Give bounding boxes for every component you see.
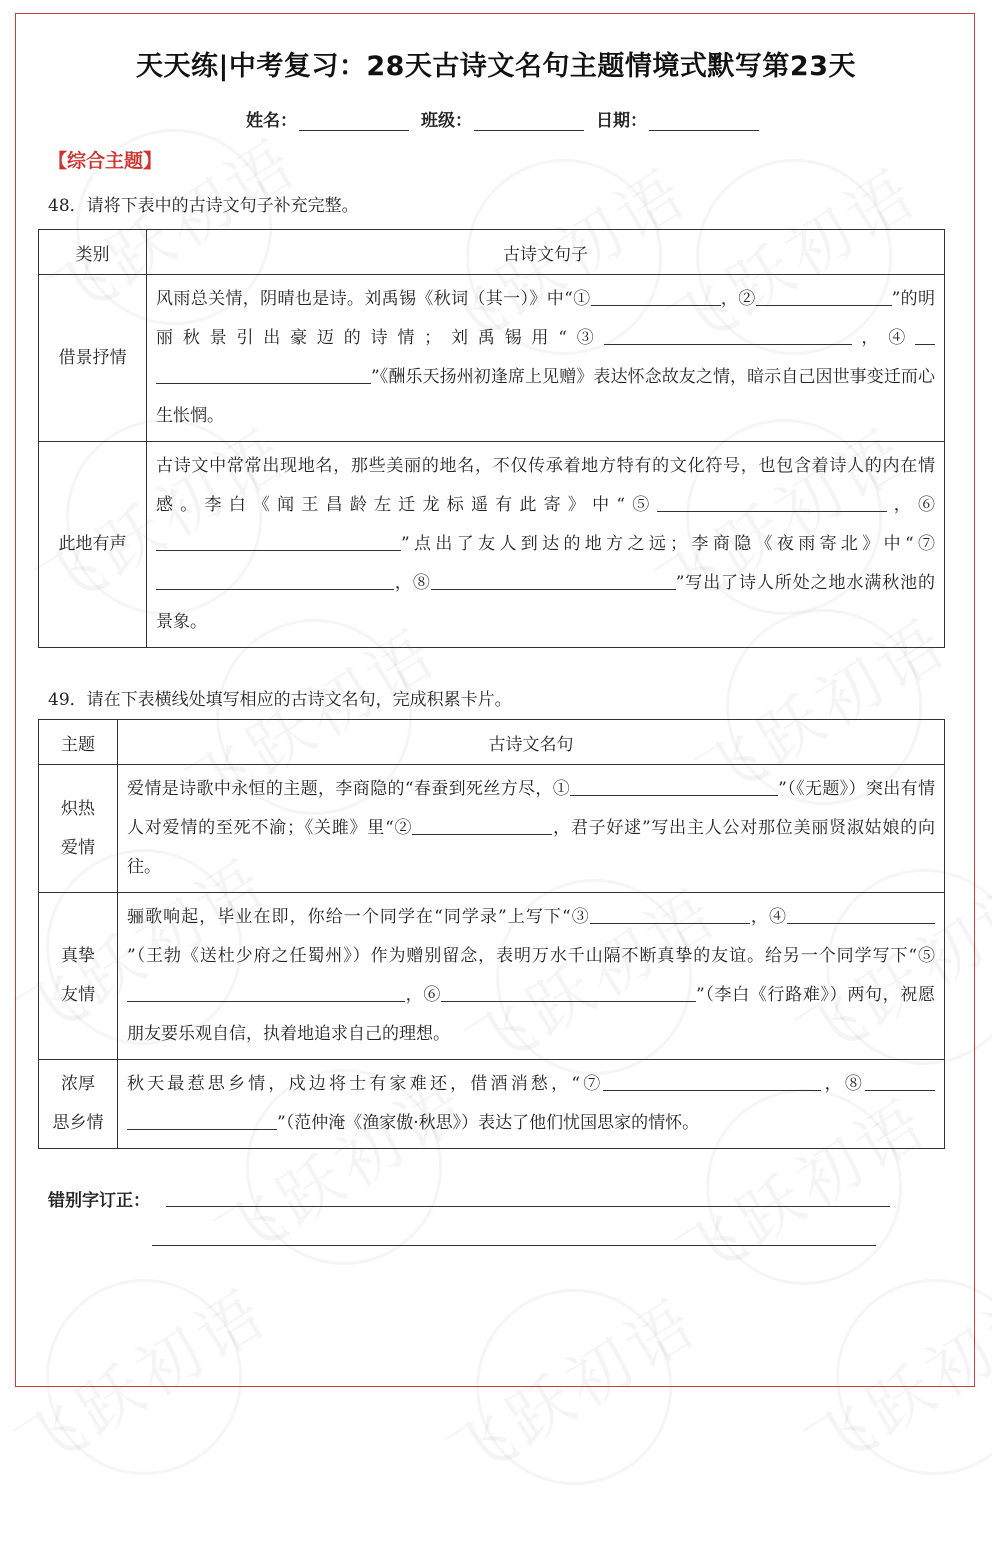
- answer-blank[interactable]: [590, 906, 750, 924]
- category-cell: 浓厚 思乡情: [39, 1060, 118, 1149]
- answer-blank[interactable]: [591, 288, 721, 306]
- table-row: [39, 275, 945, 442]
- category-cell: 此地有声: [39, 442, 147, 648]
- answer-blank[interactable]: [127, 1112, 277, 1130]
- blank-marker: ⑥: [423, 985, 442, 1005]
- answer-blank[interactable]: [915, 327, 935, 345]
- blank-marker: ②: [393, 818, 413, 838]
- answer-blank[interactable]: [787, 906, 845, 924]
- correction-label: 错别字订正：: [48, 1191, 150, 1211]
- blank-marker: ⑤: [917, 946, 936, 966]
- table-header: 古诗文句子: [147, 230, 945, 275]
- category-cell: 炽热 爱情: [39, 765, 118, 893]
- student-info-row: [246, 106, 771, 131]
- question-49-prompt: 49．请在下表横线处填写相应的古诗文名句，完成积累卡片。: [48, 690, 512, 710]
- answer-blank[interactable]: [127, 984, 405, 1002]
- sentence-cell: 风雨总关情，阴晴也是诗。刘禹锡《秋词（其一）》中“① ，② ”的明丽秋景引出豪迈的诗情；刘禹锡用“③ ，④”《酬乐天扬州初逢席上见赠》表达怀念故友之情，暗示自己因世事变迁而心生怅惘。: [147, 275, 945, 442]
- table-row: [39, 442, 945, 648]
- correction-line[interactable]: [166, 1206, 890, 1207]
- blank-marker: ④: [888, 328, 916, 348]
- blank-marker: ④: [768, 907, 788, 927]
- blank-marker: ⑥: [918, 495, 936, 515]
- answer-blank[interactable]: [603, 1073, 821, 1091]
- name-field[interactable]: [299, 112, 409, 131]
- table-row: [39, 765, 945, 893]
- answer-blank[interactable]: [156, 533, 401, 551]
- blank-marker: ⑧: [412, 573, 431, 593]
- blank-marker: ③: [566, 328, 604, 348]
- sentence-cell: 爱情是诗歌中永恒的主题，李商隐的“春蚕到死丝方尽，① ”（《无题》）突出有情人对爱情的至死不渝；《关雎》里“② ，君子好逑”写出主人公对那位美丽贤淑姑娘的向往。: [118, 765, 945, 893]
- table-header: 主题: [39, 720, 118, 765]
- answer-blank[interactable]: [756, 288, 834, 306]
- class-field[interactable]: [474, 112, 584, 131]
- table-row: [39, 893, 945, 1060]
- blank-marker: ①: [572, 289, 591, 309]
- answer-blank[interactable]: [845, 906, 935, 924]
- date-field[interactable]: [649, 112, 759, 131]
- blank-marker: ⑦: [580, 1074, 604, 1094]
- class-label: 班级：: [421, 111, 472, 131]
- category-cell: 借景抒情: [39, 275, 147, 442]
- table-header: 古诗文名句: [118, 720, 945, 765]
- answer-blank[interactable]: [156, 366, 371, 384]
- sentence-cell: 秋天最惹思乡情，戍边将士有家难还，借酒消愁，“⑦ ，⑧”（范仲淹《渔家傲·秋思》）表达了他们忧国思家的情怀。: [118, 1060, 945, 1149]
- table-header: 类别: [39, 230, 147, 275]
- section-title: 【综合主题】: [48, 150, 163, 172]
- sentence-cell: 古诗文中常常出现地名，那些美丽的地名，不仅传承着地方特有的文化符号，也包含着诗人的内在情感。李白《闻王昌龄左迁龙标遥有此寄》中“⑤ ，⑥”点出了友人到达的地方之远；李商隐《夜雨寄北》中“⑦，⑧ ”写出了诗人所处之地水满秋池的景象。: [147, 442, 945, 648]
- blank-marker: ③: [570, 907, 590, 927]
- blank-marker: ①: [552, 779, 571, 799]
- blank-marker: ⑤: [625, 495, 657, 515]
- answer-blank[interactable]: [604, 327, 852, 345]
- table-header-row: [39, 230, 945, 275]
- date-label: 日期：: [596, 111, 647, 131]
- answer-blank[interactable]: [156, 572, 394, 590]
- answer-blank[interactable]: [431, 572, 676, 590]
- name-label: 姓名：: [246, 111, 297, 131]
- answer-blank[interactable]: [570, 778, 778, 796]
- answer-blank[interactable]: [441, 984, 696, 1002]
- page-title: 天天练|中考复习：28天古诗文名句主题情境式默写第23天: [135, 51, 856, 82]
- answer-blank[interactable]: [834, 288, 892, 306]
- blank-marker: ⑧: [844, 1074, 866, 1094]
- table-row: [39, 1060, 945, 1149]
- question-49-table: [38, 719, 945, 1149]
- blank-marker: ②: [738, 289, 756, 309]
- category-cell: 真挚 友情: [39, 893, 118, 1060]
- blank-marker: ⑦: [913, 534, 936, 554]
- table-header-row: [39, 720, 945, 765]
- answer-blank[interactable]: [865, 1073, 935, 1091]
- sentence-cell: 骊歌响起，毕业在即，你给一个同学在“同学录”上写下“③ ，④”（王勃《送杜少府之任蜀州》）作为赠别留念，表明万水千山隔不断真挚的友谊。给另一个同学写下“⑤，⑥ ”（李白《行路难》）两句，祝愿朋友要乐观自信，执着地追求自己的理想。: [118, 893, 945, 1060]
- answer-blank[interactable]: [412, 817, 552, 835]
- answer-blank[interactable]: [657, 494, 887, 512]
- question-48-prompt: 48．请将下表中的古诗文句子补充完整。: [48, 196, 359, 216]
- correction-line[interactable]: [152, 1245, 876, 1246]
- question-48-table: [38, 229, 945, 648]
